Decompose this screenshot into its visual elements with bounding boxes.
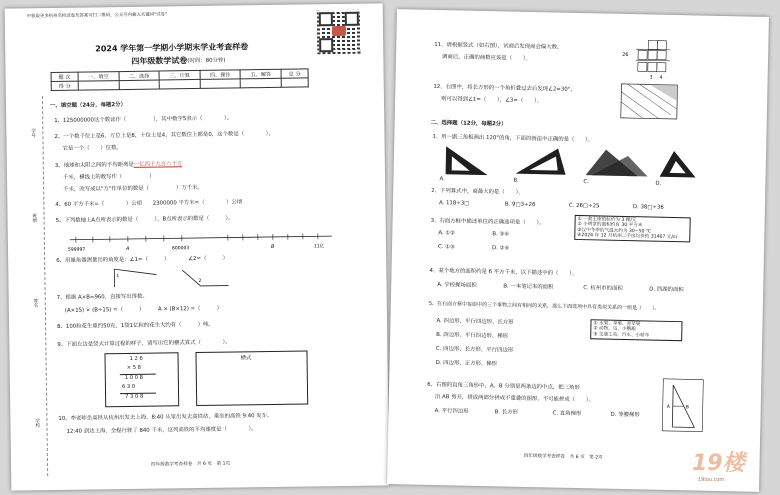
choice-4-opt-c[interactable]: C. 杭州市的面积 — [583, 285, 623, 292]
choice-2-opt-a[interactable]: A. 118÷3□ — [438, 200, 470, 207]
choice-6-opt-d[interactable]: D. 等腰梯形 — [610, 411, 640, 419]
tick-label: 600003 — [171, 246, 190, 252]
question-5: 5、下列数轴上A点所表示的数是（ ），B点所表示的数是（ ）。 — [55, 215, 234, 224]
folded-rectangle-figure — [619, 82, 682, 123]
choice-5: 5、在右面方框中每组中的三个事物之间有相同的关系，那么下面选项中具有类似关系的一组是（ ）。 — [428, 300, 660, 312]
angle-1-figure — [108, 264, 168, 291]
score-row-label: 得 分 — [51, 81, 78, 90]
relation-box: ① 水果、苹果、青苹果 ② 动物、鸟、小鹦鹉 ③ 交通工具、汽车、小轿车 — [590, 319, 682, 341]
choice-3-opt-d[interactable]: D. ②④ — [491, 245, 510, 252]
page-footer: 四年级数学考查样卷 共 6 页 第 1页 — [151, 461, 231, 468]
score-header: 题 次 — [51, 72, 78, 81]
side-label-student-no: 学号 — [30, 128, 36, 138]
choice-6-opt-b[interactable]: B. 长方形 — [494, 409, 518, 416]
question-11-cont: 调商后，正确的商数应该是（ ）。 — [441, 54, 532, 62]
choice-6-cont: 沿 AB 剪开，拼成两部分拼成不重叠的图形，不可能拼成（ ）。 — [434, 394, 594, 404]
svg-text:A: A — [666, 404, 670, 410]
time-note: (时间：80分钟) — [187, 57, 226, 65]
question-10-cont: 12:40 到达上海，全程行驶了 840 千米，这列高铁的平均速度是（ ）。 — [66, 426, 257, 435]
choice-5-opt-c[interactable]: C. 四边形、长方形、平行四边形 — [435, 346, 514, 354]
question-11: 11、请根据竖式（如右图），试商后发现商会偏大数。 — [434, 41, 563, 51]
question-12-cont: 则可以得到∠1=（ ），∠3=（ ）。 — [441, 96, 543, 105]
score-header: 一、填空 — [78, 72, 119, 82]
choice-4-opt-d[interactable]: D. 西湖的面积 — [649, 286, 684, 294]
tick-label: B — [270, 243, 275, 250]
score-cell[interactable] — [159, 79, 200, 89]
choice-2: 2、下列算式中，商最大的是（ ）。 — [431, 187, 524, 196]
score-cell[interactable] — [241, 78, 282, 88]
tick-label: A — [125, 245, 130, 252]
score-table — [51, 68, 309, 91]
binding-line — [42, 96, 48, 476]
choice-4-opt-a[interactable]: A. 学校操场面积 — [437, 282, 477, 289]
question-12: 12、右图中，将长方形的一个角折叠过去后发现∠2=30°， — [433, 83, 576, 93]
exam-page-2 — [387, 9, 769, 492]
choice-1-opt-a[interactable]: A. — [439, 176, 445, 183]
svg-text:4: 4 — [659, 75, 663, 81]
site-watermark-url: 19lou.com — [698, 477, 725, 483]
choice-1-opt-d[interactable]: D. — [655, 180, 662, 187]
exam-page-1 — [5, 3, 390, 490]
side-label-school: 学校 — [34, 418, 40, 428]
side-label-class: 班级 — [31, 213, 37, 223]
choice-1: 1、用一副三角板画出 120°的角，下面的画法中正确的是（ ）。 — [432, 133, 594, 144]
choice-3: 3、右面方框中描述单位的正确选项是（ ）。 — [430, 217, 545, 227]
question-3-cont: 千米，横线上的数写作（ ） — [62, 173, 155, 181]
tick-label: 11亿 — [313, 244, 325, 250]
svg-text:1: 1 — [116, 274, 120, 280]
question-7-cont: (A×15) × (B÷15) =（ ） A × (B×12) =（ ） — [64, 305, 223, 314]
choice-5-opt-b[interactable]: B. 四边形、平行四边形、梯形 — [436, 332, 509, 340]
question-2: 2、一个数千位上是6，万位上是8，十位上是4，其它数位上都是0，这个数是（ ）， — [54, 130, 274, 140]
svg-text:B: B — [685, 405, 689, 411]
question-7: 7、根据 A×B=960，直接写出得数。 — [56, 293, 148, 301]
vertical-calc-box: 1 2 6 × 5 8 1 0 0 8 6 3 0 7 3 0 8 — [104, 352, 179, 407]
choice-6-opt-a[interactable]: A. 平行四边形 — [434, 408, 469, 415]
choice-4-opt-b[interactable]: B. 一本笔记本的面积 — [503, 283, 554, 291]
score-header: 二、选择 — [119, 71, 160, 81]
choice-4: 4、某个地方的面积约是 6 平方千米，以下描述中的（ ）。 — [429, 267, 578, 277]
score-cell[interactable] — [119, 80, 160, 90]
svg-text:3: 3 — [649, 75, 653, 81]
score-header: 四、操作 — [200, 70, 241, 80]
choice-3-opt-c[interactable]: C. ①③ — [437, 244, 455, 251]
question-9: 9、下面左边是竖式计算过程的样子，请写出它的横式算式（ ）。 — [57, 339, 231, 348]
choice-2-opt-d[interactable]: D. 38□÷36 — [632, 204, 664, 211]
score-header: 三、计算 — [159, 70, 200, 80]
score-header: 五、解答 — [240, 69, 281, 79]
choice-2-opt-b[interactable]: B. 9□3÷26 — [504, 201, 536, 209]
svg-text:2: 2 — [198, 278, 202, 284]
choice-6: 6、右图的直角三角形中，A、B 分别是两条边的中点，把三角形 — [427, 381, 580, 392]
section-fill-title: 一、填空题（24分，每题2分） — [49, 101, 127, 110]
choice-3-opt-b[interactable]: B. ③④ — [492, 231, 510, 238]
question-3-cont2: 千米，改写成以"万"作单位的数是（ ）万千米。 — [63, 184, 203, 193]
right-triangle-figure — [660, 377, 705, 434]
question-10: 10、李老师坐高铁从杭州出发去上海，8:40 从家出发去高铁站，乘坐的高铁 9:40 发车， — [58, 412, 273, 422]
choice-2-opt-c[interactable]: C. 26□÷25 — [568, 202, 600, 210]
choice-3-opt-a[interactable]: A. ①② — [438, 230, 456, 237]
tick-label: 599997 — [67, 247, 86, 253]
choice-1-opt-b[interactable]: B. — [513, 177, 519, 184]
highlight-text: 一亿四千九百六十万 — [133, 161, 183, 168]
question-1: 1、125000000这个数读作（ ），其中数字5表示（ ）。 — [54, 115, 233, 124]
division-figure — [618, 36, 679, 81]
exam-subtitle: 四年级数学试卷 — [131, 56, 188, 66]
section-choice-title: 二、选择题（12分，每题2分） — [430, 119, 507, 128]
side-label-name: 姓名 — [32, 298, 39, 308]
question-2-cont: 它是一个（ ）位数。 — [62, 145, 122, 152]
number-line — [68, 226, 338, 254]
exam-title: 2024 学年第一学期小学期末学业考查样卷 — [95, 42, 249, 54]
header-note: 中获取更多杭州名校试卷及答案可扫二维码，公众号内输入关键词"试卷" — [26, 12, 167, 20]
triangle-rulers-figure — [437, 142, 698, 186]
answer-box[interactable]: 横式 — [195, 350, 308, 406]
choice-5-opt-a[interactable]: A. 四边形、平行四边形、长方形 — [436, 318, 514, 326]
score-cell[interactable] — [200, 79, 241, 89]
choice-6-opt-c[interactable]: C. 直角梯形 — [552, 410, 582, 418]
qr-code — [317, 10, 362, 55]
site-watermark: 19楼 — [692, 451, 745, 476]
score-cell[interactable] — [78, 81, 119, 91]
question-8: 8、100粒花生重约50克，1袋1亿粒的花生大约有（ ）吨。 — [57, 321, 214, 330]
svg-text:26: 26 — [622, 51, 629, 59]
page-footer: 四年级数学考查样卷 共 6 页 第 2页 — [523, 453, 603, 461]
question-3: 3、地球和太阳之间的平均距离是一亿四千九百六十万 — [54, 161, 183, 169]
angle-2-figure — [178, 265, 238, 292]
choice-1-opt-c[interactable]: C. — [583, 179, 589, 186]
question-4: 4、60 平方千米=（ ）公顷 2300000 平方米=（ ）公顷 — [55, 199, 243, 208]
score-cell[interactable] — [281, 78, 308, 87]
unit-description-box: ① 一款王座的标价为 3 棵/元 ② 小明家的面积约有 30 平方米 ③汉中冬季的气温大约为 30~50 ℃ ④2024 年 12 月杭州二手房均价约 31467 元/㎡ — [574, 215, 691, 243]
score-header: 总 分 — [281, 69, 308, 78]
choice-5-opt-d[interactable]: D. 四边形、正方形、梯形 — [435, 360, 498, 368]
question-6: 6、用量角器测量出的角度是：∠1=（ ） ∠2=（ ） — [56, 255, 229, 264]
